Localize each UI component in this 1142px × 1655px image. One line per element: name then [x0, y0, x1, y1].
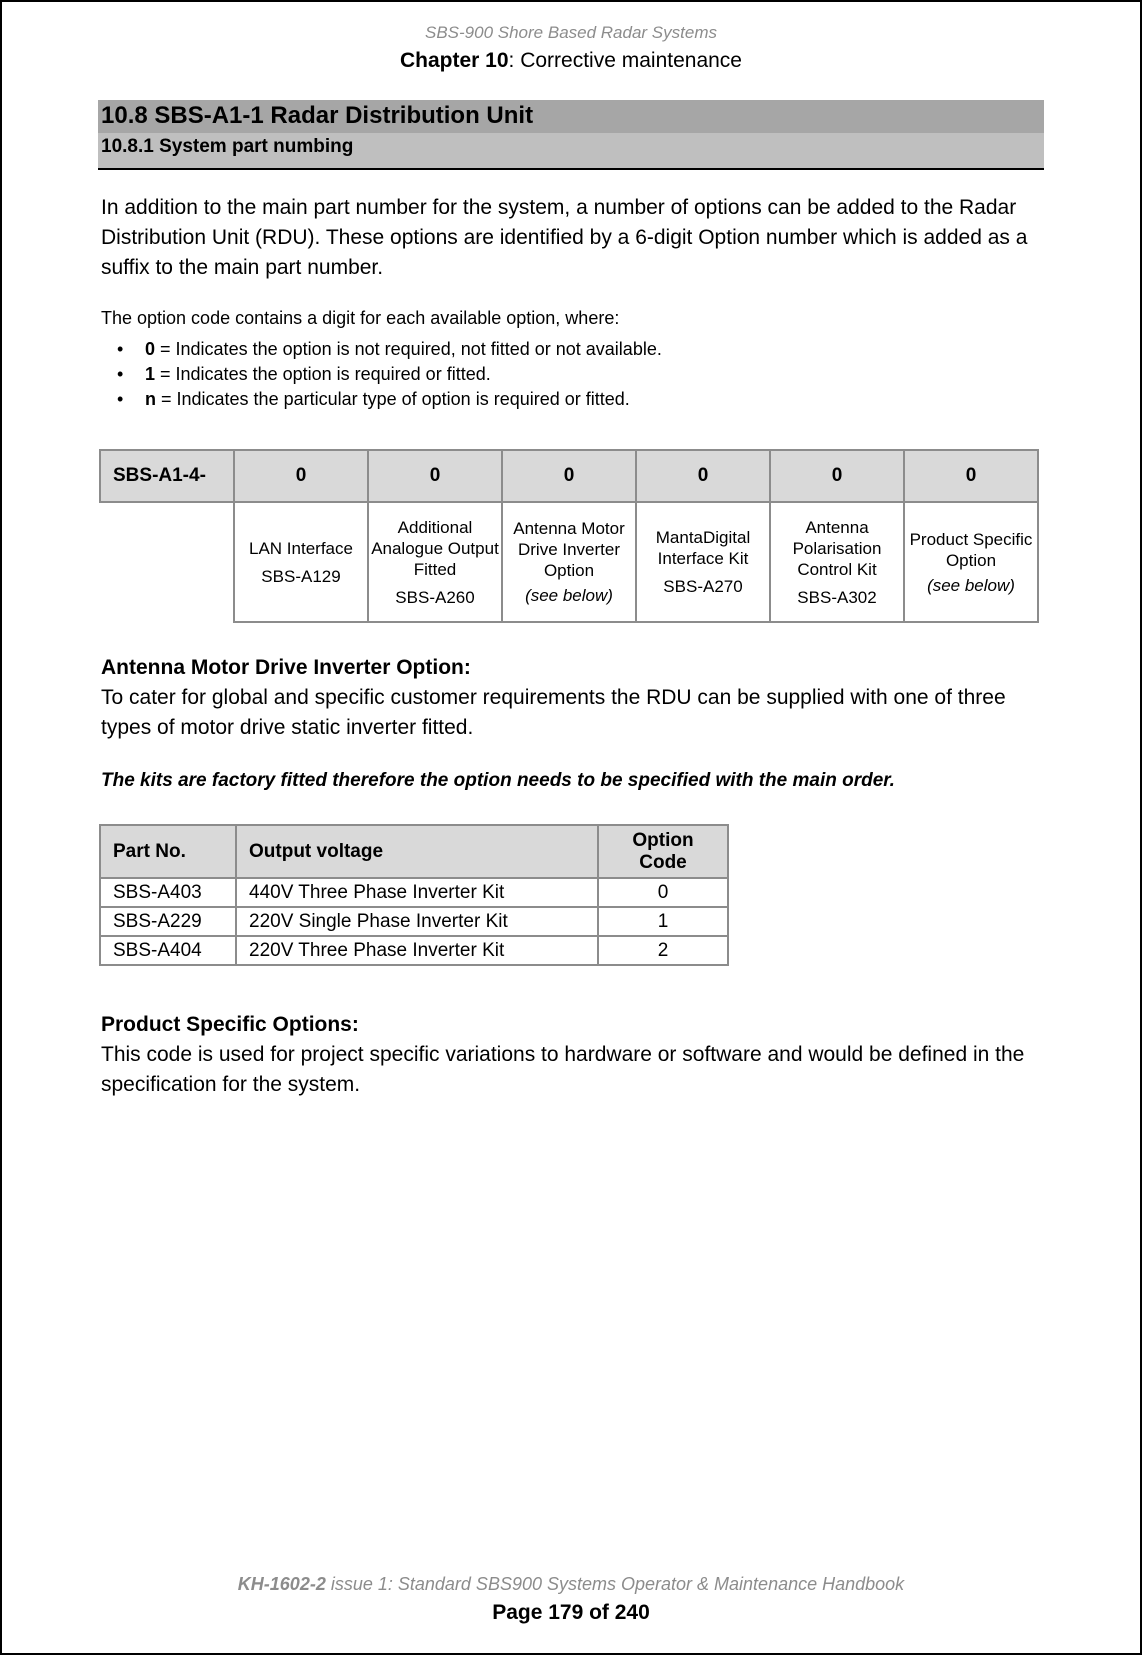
- legend-text: = Indicates the particular type of option is required or fitted.: [156, 389, 630, 409]
- chapter-name: : Corrective maintenance: [508, 49, 742, 72]
- output-voltage: 440V Three Phase Inverter Kit: [236, 878, 598, 907]
- product-heading: Product Specific Options:: [101, 1013, 359, 1036]
- part-prefix: SBS-A1-4-: [100, 450, 234, 502]
- column-header: Part No.: [100, 825, 236, 878]
- option-part: SBS-A260: [395, 587, 475, 607]
- option-cell: [234, 502, 368, 622]
- part-number: SBS-A229: [100, 907, 236, 936]
- option-cell: [904, 502, 1038, 622]
- list-item: [101, 362, 662, 387]
- option-name: MantaDigital Interface Kit: [655, 528, 751, 568]
- option-cell: [368, 502, 502, 622]
- legend-text: = Indicates the option is not required, not fitted or not available.: [155, 339, 662, 359]
- footer-doc-desc: issue 1: Standard SBS900 Systems Operator & Maintenance Handbook: [325, 1574, 905, 1594]
- option-digit: 0: [904, 450, 1038, 502]
- page-number: Page 179 of 240: [492, 1601, 650, 1624]
- document-title: SBS-900 Shore Based Radar Systems: [425, 23, 717, 42]
- section-title: 10.8 SBS-A1-1 Radar Distribution Unit: [101, 102, 534, 129]
- option-name: Product Specific Option: [909, 529, 1033, 570]
- chapter-header: [0, 49, 1142, 73]
- option-part: SBS-A270: [663, 577, 743, 596]
- option-code: 2: [598, 936, 728, 965]
- option-name: Antenna Motor Drive Inverter Option: [513, 519, 625, 580]
- option-part: (see below): [525, 586, 613, 605]
- option-part: SBS-A129: [261, 566, 341, 586]
- list-item: [101, 387, 662, 412]
- output-voltage: 220V Single Phase Inverter Kit: [236, 907, 598, 936]
- option-digit: 0: [368, 450, 502, 502]
- table-row: [100, 502, 1038, 622]
- table-row: [100, 936, 728, 965]
- option-code: 1: [598, 907, 728, 936]
- column-header: Output voltage: [236, 825, 598, 878]
- legend-text: = Indicates the option is required or fitted.: [155, 364, 491, 384]
- table-row: [100, 878, 728, 907]
- option-name: Additional Analogue Output Fitted: [371, 517, 499, 579]
- output-voltage: 220V Three Phase Inverter Kit: [236, 936, 598, 965]
- footer-document: [0, 1574, 1142, 1595]
- option-code-legend: [101, 337, 662, 412]
- bullet: •: [117, 339, 124, 359]
- option-part: (see below): [927, 575, 1015, 595]
- legend-key: n: [145, 389, 156, 409]
- empty-cell: [100, 502, 234, 622]
- option-cell: [502, 502, 636, 622]
- bullet: •: [117, 364, 124, 384]
- inverter-table: [99, 824, 729, 966]
- option-name: LAN Interface: [249, 538, 353, 558]
- option-cell: [636, 502, 770, 622]
- part-number: SBS-A404: [100, 936, 236, 965]
- bullet: •: [117, 389, 124, 409]
- option-code-text: The option code contains a digit for each available option, where:: [101, 308, 620, 328]
- subsection-title: 10.8.1 System part numbing: [101, 136, 354, 157]
- column-header: Option Code: [598, 825, 728, 878]
- chapter-label: Chapter 10: [400, 49, 509, 72]
- option-digit: 0: [636, 450, 770, 502]
- motor-heading: Antenna Motor Drive Inverter Option:: [101, 656, 471, 679]
- option-name: Antenna Polarisation Control Kit: [792, 517, 882, 579]
- option-code: 0: [598, 878, 728, 907]
- factory-fit-note: The kits are factory fitted therefore the option needs to be specified with the main order.: [101, 770, 895, 791]
- table-header-row: [100, 825, 728, 878]
- option-cell: [770, 502, 904, 622]
- option-digit: 0: [770, 450, 904, 502]
- intro-paragraph: In addition to the main part number for the system, a number of options can be added to the Radar Distribution Unit (RDU). These options are identified by a 6-digit Option number which is added as a suffix to the main part number.: [101, 196, 1028, 279]
- product-paragraph: This code is used for project specific variations to hardware or software and would be defined in the specification for the system.: [101, 1043, 1025, 1096]
- option-part: SBS-A302: [797, 587, 877, 607]
- part-number: SBS-A403: [100, 878, 236, 907]
- list-item: [101, 337, 662, 362]
- option-digit: 0: [502, 450, 636, 502]
- motor-paragraph: To cater for global and specific customer requirements the RDU can be supplied with one of three types of motor drive static inverter fitted.: [101, 686, 1006, 739]
- legend-key: 1: [145, 364, 156, 384]
- option-code-table: [99, 449, 1039, 623]
- legend-key: 0: [145, 339, 156, 359]
- footer-doc-code: KH-1602-2: [237, 1574, 326, 1594]
- option-digit: 0: [234, 450, 368, 502]
- table-row: [100, 907, 728, 936]
- table-row: [100, 450, 1038, 502]
